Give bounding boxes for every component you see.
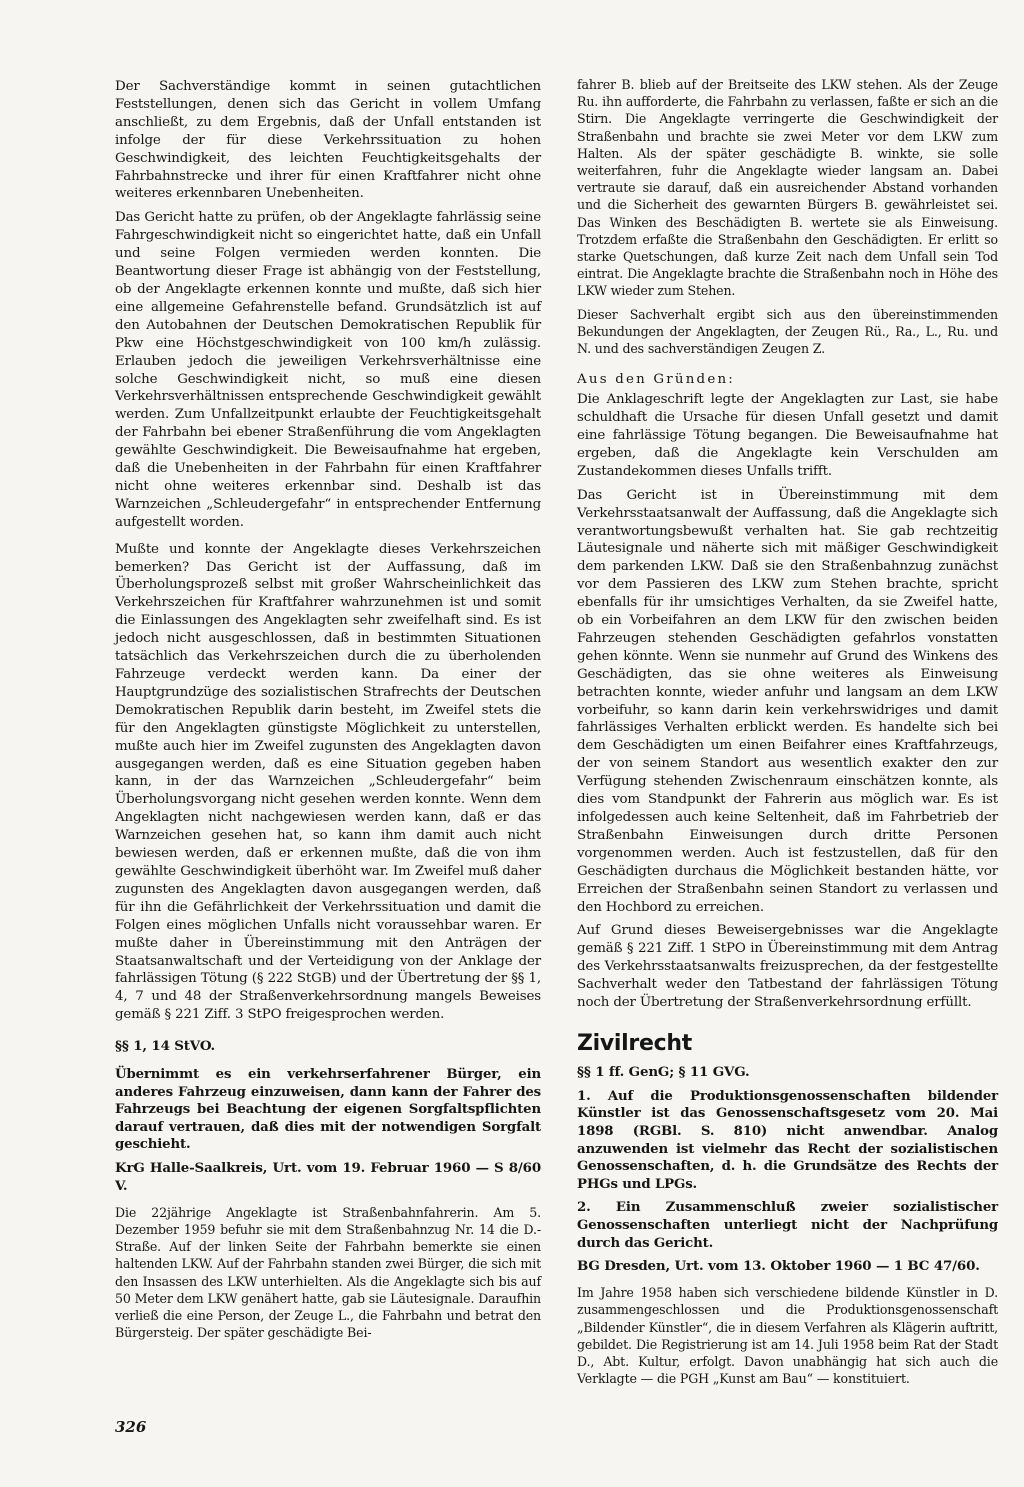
paragraph-facts-source: Dieser Sachverhalt ergibt sich aus den übereinstimmenden Bekundungen der Angeklagten, der Zeugen Rü., Ra., L., Ru. und N. und des sachverständigen Zeugen Z. bbox=[577, 306, 998, 357]
paragraph-facts: Die 22jährige Angeklagte ist Straßenbahnfahrerin. Am 5. Dezember 1959 befuhr sie mit dem Straßenbahnzug Nr. 14 die D.-Straße. Auf der linken Seite der Fahrbahn bemerkte sie einen haltenden LKW. Auf der Fahrbahn standen zwei Bürger, die sich mit den Insassen des LKW unterhielten. Als die Angeklagte sich bis auf 50 Meter dem LKW genähert hatte, gab sie Läutesignale. Daraufhin verließ die eine Person, der Zeuge L., die Fahrbahn und betrat den Bürgersteig. Der später geschädigte Bei- bbox=[115, 1204, 541, 1341]
headnote-2: 2. Ein Zusammenschluß zweier sozialistischer Genossenschaften unterliegt nicht der Nachprüfung durch das Gericht. bbox=[577, 1200, 998, 1251]
paragraph-court-examination: Das Gericht hatte zu prüfen, ob der Angeklagte fahrlässig seine Fahrgeschwindigkeit nicht so eingerichtet hatte, daß ein Unfall und seine Folgen vermieden werden konnten. Die Beantwortung dieser Frage ist abhängig von der Feststellung, ob der Angeklagte erkennen konnte und mußte, daß sich hier eine allgemeine Gefahrenstelle befand. Grundsätzlich ist auf den Autobahnen der Deutschen Demokratischen Republik für Pkw eine Höchstgeschwindigkeit von 100 km/h zulässig. Erlauben jedoch die jeweiligen Verkehrsverhältnisse eine solche Geschwindigkeit nicht, so muß eine diesen Verkehrsverhältnissen entsprechende Geschwindigkeit gewählt werden. Zum Unfallzeitpunkt erlaubte der Feuchtigkeitsgehalt der Fahrbahn bei ebener Straßenführung die vom Angeklagten gewählte Geschwindigkeit. Die Beweisaufnahme hat ergeben, daß die Unebenheiten in der Fahrbahn für einen Kraftfahrer nicht ohne weiteres erkennbar sind. Deshalb ist das Warnzeichen „Schleudergefahr“ in entsprechender Entfernung aufgestellt worden. bbox=[115, 210, 541, 530]
paragraph-expert-findings: Der Sachverständige kommt in seinen gutachtlichen Feststellungen, denen sich das Gericht in vollem Umfang anschließt, zu dem Ergebnis, daß der Unfall entstanden ist infolge der für diese Verkehrssituation zu hohen Geschwindigkeit, des leichten Feuchtigkeitsgehalts der Fahrbahnstrecke und ihrer für einen Kraftfahrer nicht ohne weiteres erkennbaren Unebenheiten. bbox=[115, 79, 541, 202]
paragraph-acquittal: Auf Grund dieses Beweisergebnisses war die Angeklagte gemäß § 221 Ziff. 1 StPO in Übereinstimmung mit dem Antrag des Verkehrsstaatsanwalts freizusprechen, da der festgestellte Sachverhalt weder den Tatbestand der fahrlässigen Tötung noch der Übertretung der Straßenverkehrsordnung erfüllt. bbox=[577, 923, 998, 1011]
law-reference: §§ 1, 14 StVO. bbox=[115, 1038, 216, 1055]
right-column bbox=[577, 76, 998, 1393]
headnote: Übernimmt es ein verkehrserfahrener Bürger, ein anderes Fahrzeug einzuweisen, dann kann der Fahrer des Fahrzeugs bei Beachtung der eigenen Sorgfaltspflichten darauf vertrauen, daß dies mit der notwendigen Sorgfalt geschieht. bbox=[115, 1067, 541, 1153]
paragraph-traffic-sign: Mußte und konnte der Angeklagte dieses Verkehrszeichen bemerken? Das Gericht ist der Auffassung, daß im Überholungsprozeß selbst mit großer Wahrscheinlichkeit das Verkehrszeichen für Kraftfahrer wahrzunehmen ist und somit die Einlassungen des Angeklagten sehr zweifelhaft sind. Es ist jedoch nicht ausgeschlossen, daß in bestimmten Situationen tatsächlich das Verkehrszeichen durch die zu überholenden Fahrzeuge verdeckt werden kann. Da einer der Hauptgrundzüge des sozialistischen Strafrechts der Deutschen Demokratischen Republik darin besteht, im Zweifel stets die für den Angeklagten günstigste Möglichkeit zu unterstellen, mußte auch hier im Zweifel zugunsten des Angeklagten davon ausgegangen werden, daß es eine Situation gegeben haben kann, in der das Warnzeichen „Schleudergefahr“ beim Überholungsvorgang nicht gesehen werden konnte. Wenn dem Angeklagten nicht nachgewiesen werden kann, daß er das Warnzeichen gesehen hat, so kann ihm damit auch nicht bewiesen werden, daß er erkennen mußte, daß die von ihm gewählte Geschwindigkeit überhöht war. Im Zweifel muß daher zugunsten des Angeklagten davon ausgegangen werden, daß für ihn die Gefährlichkeit der Verkehrssituation und damit die Folgen eines möglichen Unfalls nicht voraussehbar waren. Er mußte daher in Übereinstimmung mit den Anträgen der Staatsanwaltschaft und der Verteidigung von der Anklage der fahrlässigen Tötung (§ 222 StGB) und der Übertretung der §§ 1, 4, 7 und 48 der Straßenverkehrsordnung mangels Beweises gemäß § 221 Ziff. 3 StPO freigesprochen werden. bbox=[115, 541, 541, 1023]
paragraph-facts: Im Jahre 1958 haben sich verschiedene bildende Künstler in D. zusammengeschlossen und die Produktionsgenossenschaft „Bildender Künstler“, die in diesem Verfahren als Klägerin auftritt, gebildet. Die Registrierung ist am 14. Juli 1958 beim Rat der Stadt D., Abt. Kultur, erfolgt. Davon unabhängig hat sich auch die Verklagte — die PGH „Kunst am Bau“ — konstituiert. bbox=[577, 1285, 998, 1387]
grounds-heading: Aus den Gründen: bbox=[577, 372, 735, 388]
case-citation: KrG Halle-Saalkreis, Urt. vom 19. Februar 1960 — S 8/60 V. bbox=[115, 1160, 541, 1194]
law-reference: §§ 1 ff. GenG; § 11 GVG. bbox=[577, 1063, 750, 1080]
paragraph-facts-continued: fahrer B. blieb auf der Breitseite des LKW stehen. Als der Zeuge Ru. ihn aufforderte, die Fahrbahn zu verlassen, faßte er sich an die Stirn. Die Angeklagte verringerte die Geschwindigkeit der Straßenbahn und brachte sie zwei Meter vor dem LKW zum Halten. Als der später geschädigte B. winkte, sie solle weiterfahren, fuhr die Angeklagte wieder langsam an. Dabei vertraute sie darauf, daß ein ausreichender Abstand vorhanden und die Sicherheit des gewarnten Bürgers B. gewährleistet sei. Das Winken des Beschädigten B. wertete sie als Einweisung. Trotzdem erfaßte die Straßenbahn den Geschädigten. Er erlitt so starke Quetschungen, daß kurze Zeit nach dem Unfall sein Tod eintrat. Die Angeklagte brachte die Straßenbahn noch in Höhe des LKW wieder zum Stehen. bbox=[577, 77, 998, 299]
page-number: 326 bbox=[115, 1418, 147, 1436]
section-title: Zivilrecht bbox=[577, 1030, 692, 1056]
case-citation: BG Dresden, Urt. vom 13. Oktober 1960 — 1 BC 47/60. bbox=[577, 1258, 980, 1275]
left-column bbox=[115, 78, 541, 1347]
headnote-1: 1. Auf die Produktionsgenossenschaften bildender Künstler ist das Genossenschaftsgesetz vom 20. Mai 1898 (RGBl. S. 810) nicht anwendbar. Analog anzuwenden ist vielmehr das Recht der sozialistischen Genossenschaften, d. h. die Grundsätze des Rechts der PHGs und LPGs. bbox=[577, 1088, 998, 1192]
paragraph-court-opinion: Das Gericht ist in Übereinstimmung mit dem Verkehrsstaatsanwalt der Auffassung, daß die Angeklagte sich verantwortungsbewußt verhalten hat. Sie gab rechtzeitig Läutesignale und näherte sich mit mäßiger Geschwindigkeit dem parkenden LKW. Daß sie den Straßenbahnzug zunächst vor dem Passieren des LKW zum Stehen brachte, spricht ebenfalls für ihr umsichtiges Verhalten, da sie Zweifel hatte, ob ein Vorbeifahren an dem LKW für den zwischen beiden Fahrzeugen stehenden Geschädigten gefahrlos vonstatten gehen könnte. Wenn sie nunmehr auf Grund des Winkens des Geschädigten, das sie ohne weiteres als Einweisung betrachten konnte, wieder anfuhr und langsam an dem LKW vorbeifuhr, so kann darin kein verkehrswidriges und damit fahrlässiges Verhalten erblickt werden. Es handelte sich bei dem Geschädigten um einen Beifahrer eines Kraftfahrzeugs, der von seinem Standort aus wesentlich exakter den zur Verfügung stehenden Zwischenraum einschätzen konnte, als dies vom Standpunkt der Fahrerin aus möglich war. Es ist infolgedessen auch keine Seltenheit, daß im Fahrbetrieb der Straßenbahn Einweisungen durch dritte Personen vorgenommen werden. Auch ist festzustellen, daß für den Geschädigten durchaus die Möglichkeit bestanden hätte, vor Erreichen der Straßenbahn seinen Standort zu verlassen und den Hochbord zu erreichen. bbox=[577, 487, 998, 915]
paragraph-indictment: Die Anklageschrift legte der Angeklagten zur Last, sie habe schuldhaft die Ursache für diesen Unfall gesetzt und damit eine fahrlässige Tötung begangen. Die Beweisaufnahme hat ergeben, daß die Angeklagte kein Verschulden am Zustandekommen dieses Unfalls trifft. bbox=[577, 392, 998, 479]
